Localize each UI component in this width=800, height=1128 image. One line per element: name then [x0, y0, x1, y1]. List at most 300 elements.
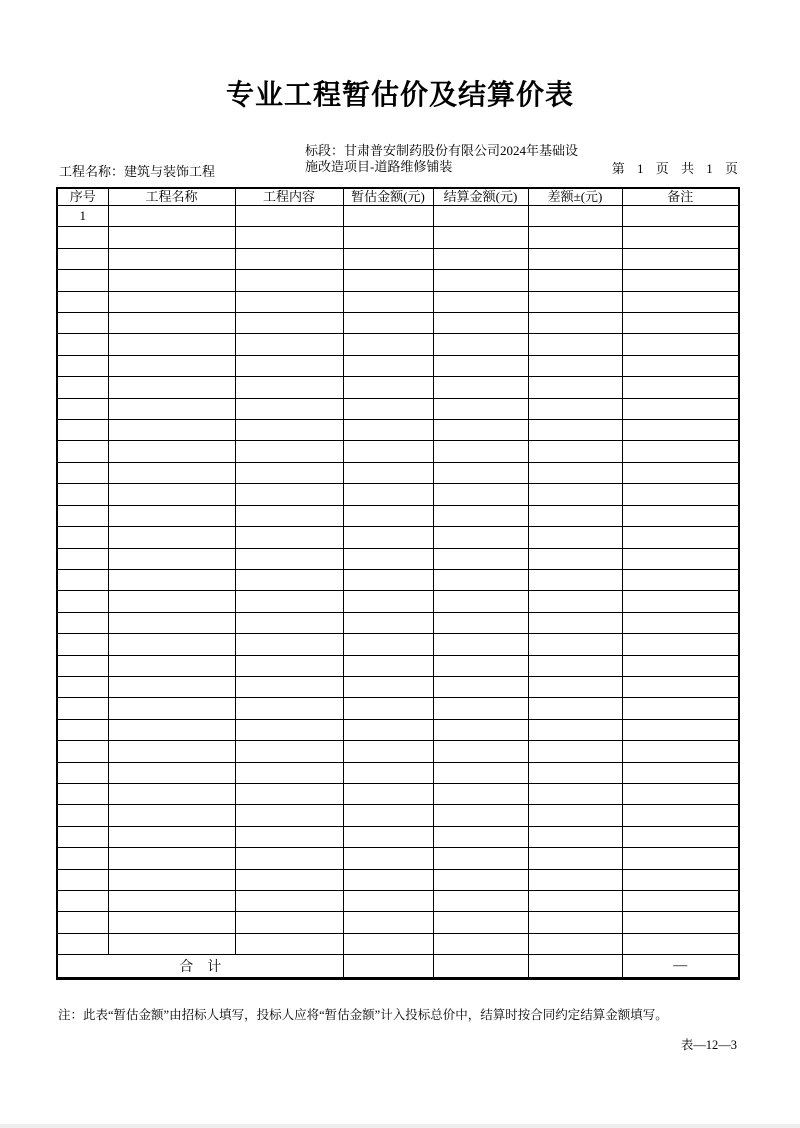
- table-cell: [433, 826, 528, 847]
- table-cell: [235, 933, 343, 954]
- table-row: [57, 441, 739, 462]
- table-row: [57, 505, 739, 526]
- table-cell: [57, 569, 108, 590]
- table-row: [57, 805, 739, 826]
- table-row: [57, 313, 739, 334]
- table-cell: [528, 698, 622, 719]
- table-cell: [433, 933, 528, 954]
- table-cell: [343, 933, 433, 954]
- table-cell: [343, 270, 433, 291]
- table-cell: [235, 741, 343, 762]
- table-cell: [343, 612, 433, 633]
- table-cell: [108, 783, 235, 804]
- table-cell: [433, 741, 528, 762]
- table-cell: [235, 441, 343, 462]
- section-info-line1: 标段：甘肃普安制药股份有限公司2024年基础设: [305, 143, 579, 158]
- table-cell: [108, 912, 235, 933]
- table-cell: [528, 527, 622, 548]
- table-cell: [528, 270, 622, 291]
- table-cell: [528, 569, 622, 590]
- form-number: 表—12—3: [680, 1038, 737, 1052]
- table-cell: [57, 462, 108, 483]
- table-cell: [343, 634, 433, 655]
- table-cell: [622, 762, 739, 783]
- table-cell: 1: [57, 206, 108, 227]
- table-cell: [57, 634, 108, 655]
- table-cell: [235, 783, 343, 804]
- table-cell: [622, 313, 739, 334]
- table-cell: [57, 248, 108, 269]
- table-cell: [622, 441, 739, 462]
- table-cell: [622, 462, 739, 483]
- table-cell: [343, 484, 433, 505]
- table-cell: [622, 612, 739, 633]
- table-row: [57, 569, 739, 590]
- table-cell: [528, 355, 622, 376]
- table-cell: [433, 848, 528, 869]
- table-cell: [235, 398, 343, 419]
- table-cell: [57, 527, 108, 548]
- table-cell: [343, 741, 433, 762]
- table-cell: [343, 505, 433, 526]
- table-cell: [433, 377, 528, 398]
- table-cell: [433, 291, 528, 312]
- table-cell: [57, 591, 108, 612]
- table-row: [57, 270, 739, 291]
- table-row: [57, 869, 739, 890]
- table-cell: [343, 869, 433, 890]
- table-cell: [108, 741, 235, 762]
- table-row: [57, 420, 739, 441]
- table-cell: [235, 891, 343, 912]
- table-row: [57, 484, 739, 505]
- table-row: [57, 377, 739, 398]
- column-header-difference: 差额±(元): [528, 188, 622, 206]
- table-cell: [343, 227, 433, 248]
- table-row: [57, 762, 739, 783]
- total-settlement-cell: [433, 955, 528, 979]
- table-cell: [57, 398, 108, 419]
- table-cell: [622, 698, 739, 719]
- table-cell: [108, 826, 235, 847]
- table-cell: [108, 848, 235, 869]
- table-cell: [433, 634, 528, 655]
- table-cell: [108, 891, 235, 912]
- table-cell: [622, 891, 739, 912]
- table-cell: [622, 548, 739, 569]
- table-footer: [57, 955, 739, 979]
- table-cell: [528, 227, 622, 248]
- column-header-remark: 备注: [622, 188, 739, 206]
- section-info: [305, 143, 615, 174]
- table-cell: [343, 462, 433, 483]
- table-cell: [235, 420, 343, 441]
- table-cell: [433, 441, 528, 462]
- table-cell: [235, 762, 343, 783]
- table-cell: [57, 313, 108, 334]
- table-row: [57, 462, 739, 483]
- table-note: 注：此表“暂估金额”由招标人填写，投标人应将“暂估金额”计入投标总价中，结算时按合同约定结算金额填写。: [58, 1008, 668, 1022]
- column-header-seq: 序号: [57, 188, 108, 206]
- table-row: [57, 227, 739, 248]
- table-cell: [108, 612, 235, 633]
- table-header: [57, 188, 739, 206]
- table-cell: [433, 484, 528, 505]
- table-cell: [622, 655, 739, 676]
- table-cell: [108, 227, 235, 248]
- table-cell: [622, 719, 739, 740]
- page-bottom-edge: [0, 1124, 800, 1128]
- table-cell: [343, 569, 433, 590]
- table-cell: [108, 313, 235, 334]
- table-cell: [235, 377, 343, 398]
- table-cell: [108, 762, 235, 783]
- table-cell: [57, 676, 108, 697]
- table-cell: [622, 527, 739, 548]
- table-cell: [235, 719, 343, 740]
- table-cell: [235, 912, 343, 933]
- table-cell: [528, 291, 622, 312]
- table-row: [57, 912, 739, 933]
- table-cell: [528, 612, 622, 633]
- table-cell: [433, 869, 528, 890]
- table-cell: [528, 248, 622, 269]
- table-cell: [57, 826, 108, 847]
- table-cell: [108, 270, 235, 291]
- table-cell: [235, 334, 343, 355]
- table-cell: [343, 848, 433, 869]
- total-row: [57, 955, 739, 979]
- table-cell: [622, 334, 739, 355]
- column-header-project-name: 工程名称: [108, 188, 235, 206]
- table-cell: [235, 698, 343, 719]
- table-cell: [57, 891, 108, 912]
- table-cell: [528, 762, 622, 783]
- table-cell: [108, 206, 235, 227]
- table-cell: [622, 206, 739, 227]
- table-cell: [433, 676, 528, 697]
- table-cell: [622, 355, 739, 376]
- table-cell: [622, 569, 739, 590]
- table-cell: [433, 313, 528, 334]
- table-cell: [108, 377, 235, 398]
- table-cell: [433, 527, 528, 548]
- table-cell: [622, 484, 739, 505]
- table-row: [57, 933, 739, 954]
- table-cell: [235, 655, 343, 676]
- table-cell: [343, 291, 433, 312]
- table-cell: [528, 848, 622, 869]
- table-row: [57, 206, 739, 227]
- table-cell: [108, 698, 235, 719]
- table-cell: [622, 741, 739, 762]
- table-cell: [343, 912, 433, 933]
- table-cell: [57, 291, 108, 312]
- table-cell: [235, 634, 343, 655]
- table-cell: [235, 569, 343, 590]
- table-cell: [108, 291, 235, 312]
- table-row: [57, 698, 739, 719]
- table-cell: [57, 912, 108, 933]
- table-cell: [57, 783, 108, 804]
- table-cell: [343, 676, 433, 697]
- table-row: [57, 548, 739, 569]
- table-cell: [235, 676, 343, 697]
- table-cell: [108, 805, 235, 826]
- table-cell: [622, 805, 739, 826]
- table-cell: [528, 676, 622, 697]
- table-cell: [528, 719, 622, 740]
- table-cell: [108, 676, 235, 697]
- table-cell: [622, 270, 739, 291]
- table-cell: [528, 334, 622, 355]
- table-cell: [108, 505, 235, 526]
- project-name-label: 工程名称：建筑与装饰工程: [59, 164, 216, 179]
- table-cell: [108, 484, 235, 505]
- table-cell: [235, 869, 343, 890]
- page-number: 第 1 页 共 1 页: [611, 161, 738, 176]
- table-cell: [528, 462, 622, 483]
- table-cell: [108, 634, 235, 655]
- table-cell: [57, 848, 108, 869]
- table-cell: [235, 527, 343, 548]
- table-cell: [235, 591, 343, 612]
- table-cell: [528, 206, 622, 227]
- table-cell: [57, 548, 108, 569]
- table-cell: [108, 398, 235, 419]
- table-cell: [108, 462, 235, 483]
- table-cell: [433, 698, 528, 719]
- table-cell: [235, 206, 343, 227]
- table-cell: [528, 420, 622, 441]
- table-cell: [433, 762, 528, 783]
- table-cell: [235, 505, 343, 526]
- table-body: [57, 206, 739, 955]
- table-cell: [622, 591, 739, 612]
- table-cell: [343, 248, 433, 269]
- table-row: [57, 634, 739, 655]
- table-cell: [528, 398, 622, 419]
- table-cell: [343, 762, 433, 783]
- table-cell: [343, 355, 433, 376]
- table-cell: [57, 762, 108, 783]
- table-cell: [343, 719, 433, 740]
- table-cell: [57, 334, 108, 355]
- column-header-work-content: 工程内容: [235, 188, 343, 206]
- table-cell: [343, 206, 433, 227]
- table-cell: [343, 398, 433, 419]
- table-cell: [235, 313, 343, 334]
- table-cell: [528, 741, 622, 762]
- table-cell: [433, 505, 528, 526]
- table-cell: [528, 591, 622, 612]
- total-label-cell: 合 计: [57, 955, 343, 979]
- table-cell: [57, 420, 108, 441]
- table-cell: [622, 783, 739, 804]
- table-row: [57, 355, 739, 376]
- table-cell: [622, 848, 739, 869]
- table-cell: [343, 420, 433, 441]
- total-provisional-cell: [343, 955, 433, 979]
- table-cell: [433, 355, 528, 376]
- table-cell: [433, 334, 528, 355]
- table-row: [57, 719, 739, 740]
- table-cell: [528, 505, 622, 526]
- table-row: [57, 741, 739, 762]
- table-cell: [343, 548, 433, 569]
- table-cell: [235, 248, 343, 269]
- table-cell: [528, 441, 622, 462]
- table-cell: [235, 227, 343, 248]
- provisional-price-table: [56, 187, 740, 980]
- table-cell: [528, 933, 622, 954]
- table-cell: [433, 206, 528, 227]
- table-cell: [343, 655, 433, 676]
- table-cell: [622, 933, 739, 954]
- table-row: [57, 612, 739, 633]
- table-cell: [528, 484, 622, 505]
- table-cell: [622, 912, 739, 933]
- table-cell: [622, 826, 739, 847]
- table-cell: [343, 891, 433, 912]
- total-remark-cell: —: [622, 955, 739, 979]
- table-cell: [622, 291, 739, 312]
- table-cell: [622, 377, 739, 398]
- table-cell: [433, 805, 528, 826]
- table-cell: [528, 313, 622, 334]
- table-cell: [433, 612, 528, 633]
- table-row: [57, 655, 739, 676]
- table-cell: [235, 826, 343, 847]
- table-cell: [433, 270, 528, 291]
- table-cell: [343, 527, 433, 548]
- table-cell: [433, 569, 528, 590]
- table-cell: [528, 805, 622, 826]
- table-cell: [433, 462, 528, 483]
- table-row: [57, 527, 739, 548]
- table-cell: [343, 826, 433, 847]
- table-cell: [235, 355, 343, 376]
- table-cell: [343, 441, 433, 462]
- table-cell: [622, 398, 739, 419]
- table-cell: [433, 912, 528, 933]
- table-cell: [57, 719, 108, 740]
- table-cell: [108, 441, 235, 462]
- table-cell: [528, 634, 622, 655]
- table-cell: [108, 869, 235, 890]
- table-cell: [57, 505, 108, 526]
- table-row: [57, 848, 739, 869]
- table-cell: [622, 634, 739, 655]
- table-cell: [343, 805, 433, 826]
- table-cell: [433, 548, 528, 569]
- table-cell: [528, 869, 622, 890]
- table-cell: [343, 377, 433, 398]
- table-cell: [433, 227, 528, 248]
- table-cell: [622, 676, 739, 697]
- table-cell: [108, 933, 235, 954]
- column-header-settlement-amount: 结算金额(元): [433, 188, 528, 206]
- table-cell: [108, 334, 235, 355]
- table-cell: [528, 826, 622, 847]
- table-cell: [235, 848, 343, 869]
- table-row: [57, 291, 739, 312]
- table-cell: [622, 505, 739, 526]
- table-cell: [57, 441, 108, 462]
- table-cell: [108, 591, 235, 612]
- table-cell: [108, 719, 235, 740]
- table-cell: [57, 698, 108, 719]
- total-difference-cell: [528, 955, 622, 979]
- table-cell: [108, 355, 235, 376]
- table-cell: [57, 270, 108, 291]
- table-cell: [57, 612, 108, 633]
- table-cell: [57, 484, 108, 505]
- table-cell: [528, 548, 622, 569]
- table-cell: [433, 420, 528, 441]
- section-info-line2: 施改造项目-道路维修铺装: [305, 158, 453, 174]
- table-cell: [57, 227, 108, 248]
- table-cell: [528, 655, 622, 676]
- table-cell: [433, 783, 528, 804]
- table-cell: [108, 527, 235, 548]
- table-row: [57, 783, 739, 804]
- table-row: [57, 591, 739, 612]
- table-cell: [528, 912, 622, 933]
- table-row: [57, 891, 739, 912]
- table-cell: [57, 355, 108, 376]
- table-cell: [528, 783, 622, 804]
- table-cell: [235, 462, 343, 483]
- table-cell: [235, 805, 343, 826]
- table-header-row: [57, 188, 739, 206]
- table-cell: [343, 334, 433, 355]
- table-cell: [433, 398, 528, 419]
- table-cell: [57, 655, 108, 676]
- table-row: [57, 334, 739, 355]
- page-title: 专业工程暂估价及结算价表: [225, 80, 574, 111]
- table-cell: [57, 869, 108, 890]
- table-cell: [235, 270, 343, 291]
- table-cell: [57, 377, 108, 398]
- table-row: [57, 676, 739, 697]
- table-cell: [57, 933, 108, 954]
- table-cell: [343, 783, 433, 804]
- table-cell: [622, 420, 739, 441]
- table-cell: [433, 248, 528, 269]
- table-row: [57, 826, 739, 847]
- table-cell: [433, 891, 528, 912]
- table-cell: [235, 612, 343, 633]
- table-cell: [235, 291, 343, 312]
- table-cell: [108, 548, 235, 569]
- table-cell: [57, 741, 108, 762]
- table-cell: [235, 484, 343, 505]
- table-cell: [343, 698, 433, 719]
- table-cell: [433, 591, 528, 612]
- table-cell: [108, 655, 235, 676]
- table-cell: [343, 591, 433, 612]
- table-cell: [528, 377, 622, 398]
- table-cell: [108, 248, 235, 269]
- table-row: [57, 248, 739, 269]
- table-cell: [433, 719, 528, 740]
- table-cell: [235, 548, 343, 569]
- column-header-provisional-amount: 暂估金额(元): [343, 188, 433, 206]
- table-cell: [108, 569, 235, 590]
- table-cell: [108, 420, 235, 441]
- table-cell: [622, 227, 739, 248]
